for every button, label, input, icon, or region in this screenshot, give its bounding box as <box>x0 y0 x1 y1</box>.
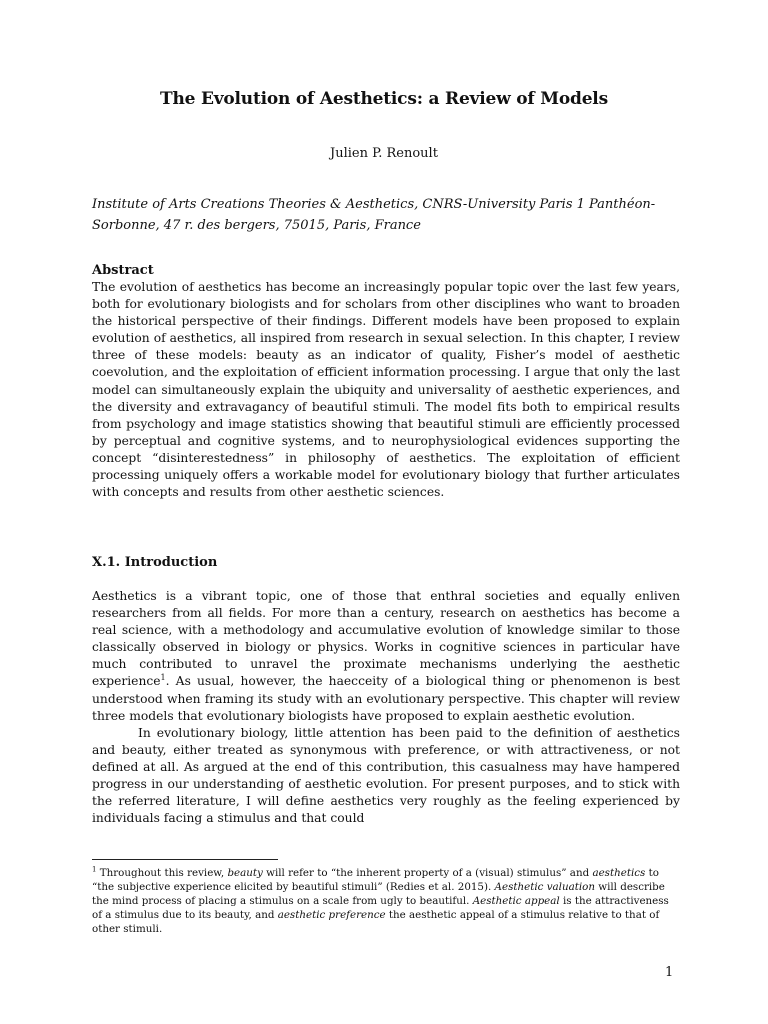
author-affiliation: Institute of Arts Creations Theories & Aesthetics, CNRS-University Paris 1 Panthéon-Sorbonne, 47 r. des bergers, 75015, Paris, France <box>92 197 656 233</box>
fn-text-5: is the attractiveness of a stimulus due to its beauty, and <box>92 895 669 922</box>
fn-text-3: to “the subjective experience elicited by beautiful stimuli” (Redies et al. 2015). <box>92 867 659 894</box>
intro-p1-text-a: Aesthetics is a vibrant topic, one of those that enthral societies and equally enliven researchers from all fields. For more than a century, research on aesthetics has become a real science, with a methodology and accumulative evolution of knowledge similar to those classically observed in biology or physics. Works in cognitive sciences in particular have much contributed to unravel the proximate mechanisms underlying the aesthetic experience <box>92 589 680 689</box>
footnote-marker: 1 <box>92 865 97 874</box>
fn-text-2: will refer to “the inherent property of a (visual) stimulus” and <box>262 867 593 879</box>
introduction-body <box>92 588 680 827</box>
intro-p1-text-b: . As usual, however, the haecceity of a biological thing or phenomenon is best understood when framing its study with an evolutionary perspective. This chapter will review three models that evolutionary biologists have proposed to explain aesthetic evolution. <box>92 674 680 723</box>
footnote-reference[interactable]: 1 <box>160 673 166 683</box>
footnote-divider <box>92 859 278 860</box>
intro-paragraph-2: In evolutionary biology, little attention has been paid to the definition of aesthetics and beauty, either treated as synonymous with preference, or with attractiveness, or not defined at all. As argued at the end of this contribution, this casualness may have hampered progress in our understanding of aesthetic evolution. For present purposes, and to stick with the referred literature, I will define aesthetics very roughly as the feeling experienced by individuals facing a stimulus and that could <box>92 725 680 826</box>
fn-term-valuation: Aesthetic valuation <box>494 881 595 894</box>
page-number: 1 <box>665 965 674 980</box>
author-name: Julien P. Renoult <box>330 146 438 161</box>
abstract-heading: Abstract <box>92 263 154 278</box>
intro-paragraph-1 <box>92 588 680 725</box>
footnote <box>92 866 678 936</box>
abstract-text: The evolution of aesthetics has become an increasingly popular topic over the last few years, both for evolutionary biologists and for scholars from other disciplines who want to broaden the historical perspective of their findings. Different models have been proposed to explain evolution of aesthetics, all inspired from research in sexual selection. In this chapter, I review three of these models: beauty as an indicator of quality, Fisher’s model of aesthetic coevolution, and the exploitation of efficient information processing. I argue that only the last model can simultaneously explain the ubiquity and universality of aesthetic experiences, and the diversity and extravagancy of beautiful stimuli. The model fits both to empirical results from psychology and image statistics showing that beautiful stimuli are efficiently processed by perceptual and cognitive systems, and to neurophysiological evidences supporting the concept “disinterestedness” in philosophy of aesthetics. The exploitation of efficient processing uniquely offers a workable model for evolutionary biology that further articulates with concepts and results from other aesthetic sciences. <box>92 280 680 500</box>
fn-term-aesthetics: aesthetics <box>592 867 646 879</box>
section-heading: X.1. Introduction <box>92 555 218 570</box>
fn-term-preference: aesthetic preference <box>277 909 386 922</box>
paper-title: The Evolution of Aesthetics: a Review of Models <box>160 89 608 109</box>
fn-term-appeal: Aesthetic appeal <box>472 895 560 908</box>
fn-text-4: will describe the mind process of placing a stimulus on a scale from ugly to beautiful. <box>92 881 665 908</box>
fn-text-1: Throughout this review, <box>96 867 228 879</box>
fn-text-6: the aesthetic appeal of a stimulus relative to that of other stimuli. <box>92 909 660 936</box>
fn-term-beauty: beauty <box>227 867 263 879</box>
